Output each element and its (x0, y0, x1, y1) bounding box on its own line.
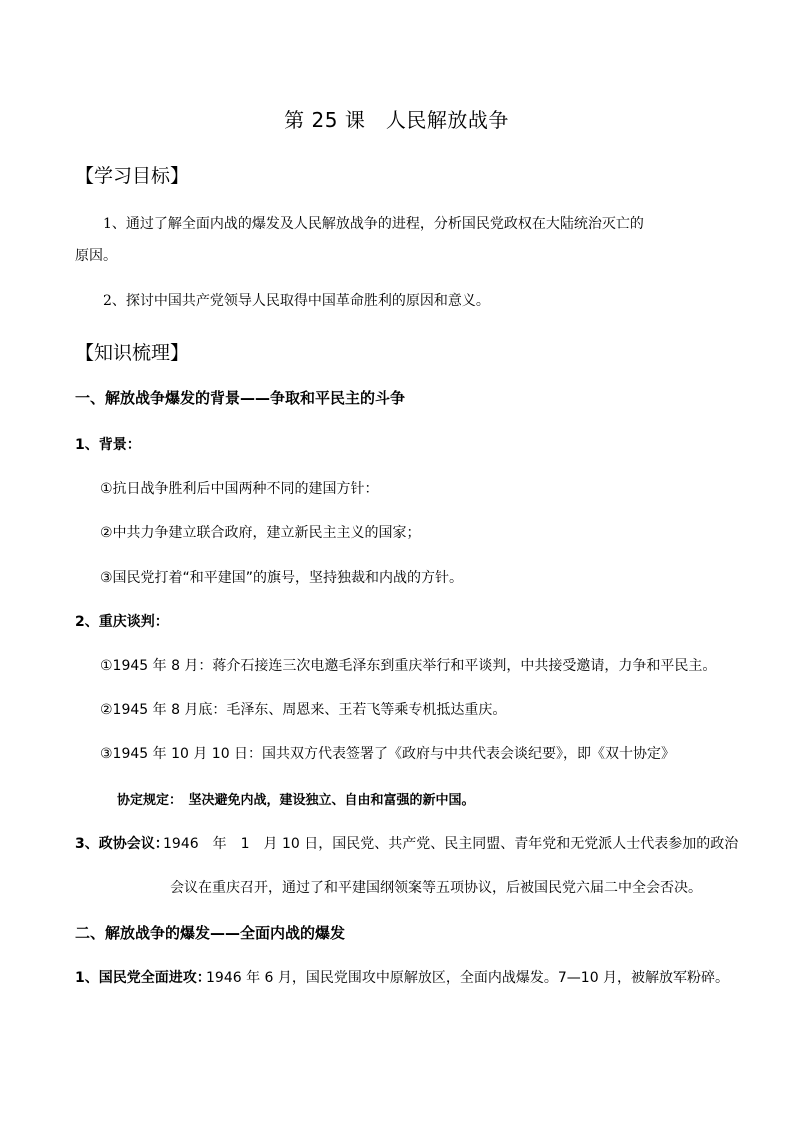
chongqing-label: 2、重庆谈判： (75, 614, 169, 630)
offensive-label: 1、国民党全面进攻： (75, 970, 211, 986)
agreement-provision: 协定规定： 坚决避免内战，建设独立、自由和富强的新中国。 (117, 793, 475, 808)
pcc-text-line-2: 会议在重庆召开，通过了和平建国纲领案等五项协议，后被国民党六届二中全会否决。 (170, 880, 702, 896)
chongqing-item-2: ②1945 年 8 月底：毛泽东、周恩来、王若飞等乘专机抵达重庆。 (100, 702, 507, 718)
goal-item-2: 2、探讨中国共产党领导人民取得中国革命胜利的原因和意义。 (103, 293, 490, 309)
chongqing-item-1: ①1945 年 8 月：蒋介石接连三次电邀毛泽东到重庆举行和平谈判，中共接受邀请，力争和平民主。 (100, 658, 717, 674)
offensive-text: 1946 年 6 月，国民党围攻中原解放区，全面内战爆发。7—10 月，被解放军粉碎。 (206, 970, 730, 986)
background-item-2: ②中共力争建立联合政府，建立新民主主义的国家； (100, 525, 421, 541)
goals-heading: 【学习目标】 (75, 165, 190, 187)
chongqing-item-3: ③1945 年 10 月 10 日：国共双方代表签署了《政府与中共代表会谈纪要》，即《双十协定》 (100, 746, 676, 762)
pcc-text-line-1: 1946 年 1 月 10 日，国民党、共产党、民主同盟、青年党和无党派人士代表参加的政治 (163, 836, 739, 852)
part2-heading: 二、解放战争的爆发——全面内战的爆发 (75, 924, 346, 942)
background-item-3: ③国民党打着“和平建国”的旗号，坚持独裁和内战的方针。 (100, 570, 464, 586)
page-title: 第 25 课 人民解放战争 (284, 108, 509, 132)
knowledge-heading: 【知识梳理】 (75, 342, 190, 364)
part1-heading: 一、解放战争爆发的背景——争取和平民主的斗争 (75, 389, 406, 407)
goal-item-1-line-1: 1、通过了解全面内战的爆发及人民解放战争的进程，分析国民党政权在大陆统治灭亡的 (103, 216, 644, 232)
goal-item-1-line-2: 原因。 (75, 248, 117, 264)
background-item-1: ①抗日战争胜利后中国两种不同的建国方针： (100, 481, 379, 497)
background-label: 1、背景： (75, 437, 141, 453)
pcc-label: 3、政协会议： (75, 836, 169, 852)
